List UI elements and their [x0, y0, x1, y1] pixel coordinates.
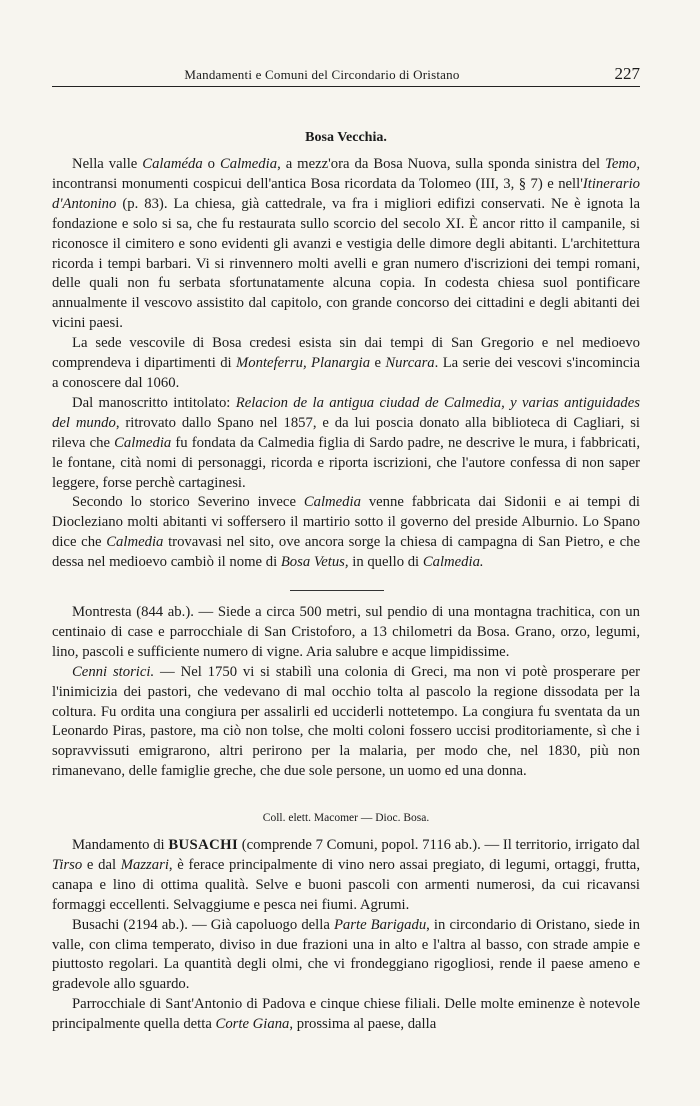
paragraph: Dal manoscritto intitolato: Relacion de la antigua ciudad de Calmedia, y varias antiguidades del mundo, ritrovato dallo Spano nel 1857, e da lui poscia donato alla biblioteca di Cagliari, si rileva che Calmedia fu fondata da Calmedia figlia di Sardo padre, ne descrive le mura, i fabbricati, le fontane, cità nomi di personaggi, ricorda e riporta iscrizioni, che l'autore confessa di non saper leggere, forse perchè cartaginesi. — [52, 394, 640, 491]
bosa-vecchia-section — [52, 155, 640, 573]
electoral-note: Coll. elett. Macomer — Dioc. Bosa. — [262, 812, 430, 824]
paragraph: Busachi (2194 ab.). — Già capoluogo della Parte Barigadu, in circondario di Oristano, siede in valle, con clima temperato, diviso in due frazioni una in alto e l'altra al basso, con strade ampie e piuttosto regolari. La quantità degli olmi, che vi frondeggiano rigogliosi, rende il paese ameno e gradevole allo sguardo. — [52, 916, 640, 993]
paragraph: La sede vescovile di Bosa credesi esista sin dai tempi di San Gregorio e nel medioevo comprendeva i dipartimenti di Monteferru, Planargia e Nurcara. La serie dei vescovi s'incomincia a conoscere dal 1060. — [52, 335, 640, 391]
paragraph: Cenni storici. — Nel 1750 vi si stabilì una colonia di Greci, ma non vi potè prosperare per l'inimicizia dei pastori, che vedevano di mal occhio tolta al pascolo la regione dissodata per la coltura. Fu ordita una congiura per assalirli ed ucciderli nottetempo. La congiura fu sventata da un Leonardo Piras, pastore, ma ciò non tolse, che molti coloni fossero uccisi proditoriamente, sì che i sopravvissuti emigrarono, altri perirono per la malaria, per modo che, nel 1830, più non rimanevano, delle famiglie greche, che due sole persone, un uomo ed una donna. — [52, 663, 640, 780]
page-number: 227 — [614, 64, 640, 83]
section-title: Bosa Vecchia. — [305, 130, 387, 145]
book-page — [52, 0, 640, 1106]
paragraph: Montresta (844 ab.). — Siede a circa 500 metri, sul pendio di una montagna trachitica, con un centinaio di case e parrocchiale di San Cristoforo, a 13 chilometri da Bosa. Grano, orzo, legumi, lino, pascoli e sufficiente numero di vigne. Aria salubre e acque limpidissime. — [52, 604, 640, 660]
running-header — [52, 64, 640, 87]
busachi-section — [52, 836, 640, 1035]
paragraph: Nella valle Calaméda o Calmedia, a mezz'ora da Bosa Nuova, sulla sponda sinistra del Temo, incontransi monumenti cospicui dell'antica Bosa ricordata da Tolomeo (III, 3, § 7) e nell'Itinerario d'Antonino (p. 83). La chiesa, già cattedrale, va fra i migliori edifizi conservati. Ne è ignota la fondazione e solo si sa, che fu restaurata sullo scorcio del secolo XI. È ancor ritto il campanile, si riconosce il cimitero e sono evidenti gli avanzi e vestigia delle dimore degli abitanti. L'architettura ricorda i tempi barbari. Vi si rinvennero molti avelli e gran numero d'iscrizioni dei tempi romani, delle quali non fu serbata sfortunatamente alcuna copia. In codesta chiesa suol pontificare annualmente il vescovo assistito dal capitolo, con grande concorso dei cittadini e degli abitanti dei vicini paesi. — [52, 156, 640, 332]
section-divider — [290, 590, 384, 591]
header-title: Mandamenti e Comuni del Circondario di Oristano — [184, 67, 460, 82]
paragraph: Secondo lo storico Severino invece Calmedia venne fabbricata dai Sidonii e ai tempi di Diocleziano molti abitanti vi soffersero il martirio sotto il governo del preside Alburnio. Lo Spano dice che Calmedia trovavasi nel sito, ove ancora sorge la chiesa di campagna di San Pietro, e che dessa nel medioevo cambiò il nome di Bosa Vetus, in quello di Calmedia. — [52, 494, 641, 571]
paragraph: Parrocchiale di Sant'Antonio di Padova e cinque chiese filiali. Delle molte eminenze è notevole principalmente quella detta Corte Giana, prossima al paese, dalla — [52, 996, 640, 1033]
paragraph: Mandamento di BUSACHI (comprende 7 Comuni, popol. 7116 ab.). — Il territorio, irrigato dal Tirso e dal Mazzari, è ferace principalmente di vino nero assai pregiato, di legumi, ortaggi, frutta, canapa e lino di ottima qualità. Selve e buoni pascoli con armenti numerosi, da cui ricavansi formaggi eccellenti. Selvaggiume e pesca nei fiumi. Agrumi. — [52, 837, 641, 913]
montresta-section — [52, 603, 640, 782]
